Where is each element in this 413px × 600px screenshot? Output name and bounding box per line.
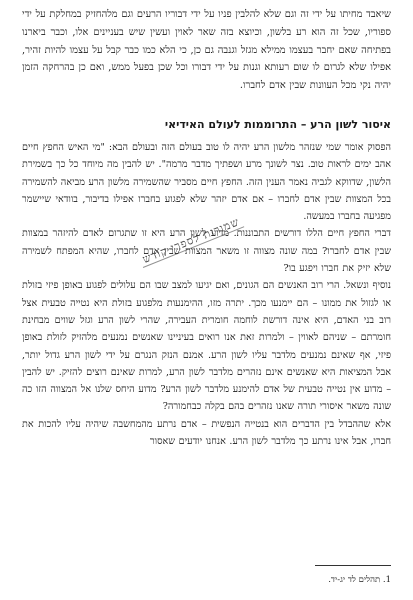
body-paragraph-2: דברי החפץ חיים הללו דורשים התבוננות. מדוע לשון הרע היא זו שתגרום לאדם להיזהר במצוות שבין אדם לחברו? במה שונה מצווה זו משאר המצוות שבין אדם לחברו, שהיא המפתח לשמירה שלא יזיק את חברו ויפגע בו?	[22, 228, 391, 275]
body-paragraph-3: נוסיף ונשאל. הרי רוב האנשים הם הגונים, ואם יגיעו למצב שבו הם עלולים לפגוע באופן פיזי בזולת או לגזול את ממונו – הם יימנעו מכך. יתרה מזו, ההימנעות מלפגוע בזולת היא נטייה טבעית אצל רוב בני האדם, היא אינה דורשת לוחמה חומרית העבירה, שהרי לשון הרע וגזל שווים מבחינת חומרתם – שניהם לאווין – ולמרות זאת אנו רואים בעיניינו שאנשים נמנעים מלהזיק לזולת באופן פיזי, אף שאינם נמנעים מלדבר עליו לשון הרע. אמנם הנזק הנגרם על ידי לשון הרע גדול יותר, אבל המציאות היא שאנשים אינם נזהרים מלדבר לשון הרע, למרות שאינם רוצים להזיק. יש להבין – מדוע אין נטייה טבעית של אדם להימנע מלדבר לשון הרע? מדוע היחס שלנו אל המצווה הזו כה שונה משאר איסורי תורה שאנו נזהרים בהם בקלה כבחמורה?	[22, 280, 391, 413]
library-stamp: שמורות לספרי קודש	[138, 214, 245, 268]
body-paragraph-1: הפסוק אומר שמי שנזהר מלשון הרע יהיה לו טוב בעולם הזה ובעולם הבא: "מי האיש החפץ חיים אהב ימים לראות טוב. נצר לשונך מרע ושפתיך מדבר מרמה". יש להבין מה מיוחד כל כך בשמירת הלשון, שדווקא לגביה נאמר הענין הזה. החפץ חיים מסביר שהשמירה מלשון הרע מביאה להשמירה בכל המצוות שבין אדם לחברו – אם אדם יזהר שלא לפגוע בחברו אפילו בדיבור, בוודאי שיישמר מפגיעה בחברו במעשה.	[22, 141, 391, 223]
section-heading: איסור לשון הרע – התרוממות לעולם האידיאי	[164, 117, 391, 131]
document-page	[22, 6, 391, 592]
footnote-divider	[315, 565, 391, 566]
footnote: 1. תהלים לד יג-יד.	[328, 575, 391, 585]
body-paragraph-4: אלא שההבדל בין הדברים הוא בנטייה הנפשית – אדם נרתע מהמחשבה שיהיה עליו להכות את חברו, אבל אינו נרתע כך מלדבר לשון הרע. אנחנו יודעים שאסור	[22, 418, 391, 448]
top-paragraph: שיאבד מחיתו על ידי זה וגם שלא להלבין פניו על ידי דבוריו הרעים וגם מלהחזיק במחלקת על ידי ספוריו, שכל זה הוא רע בלשון, וכיוצא בזה שאר לאוין ועשין שיש בעניינים אלו, וכבר ביארנו בפתיחה שאם יחבר בעצמו ממילא מגזל וגנבה גם כן, כי הלא כמו כבר קבל על עצמו להיות זהיר, אפילו שלא לגרום לו שום רעותא וגנות על ידי דבורו וכל שכן בפעל ממש, ואם כן בהרחקה הזמן יהיה נקי מכל העוונות שבין אדם לחברו.	[22, 9, 391, 92]
